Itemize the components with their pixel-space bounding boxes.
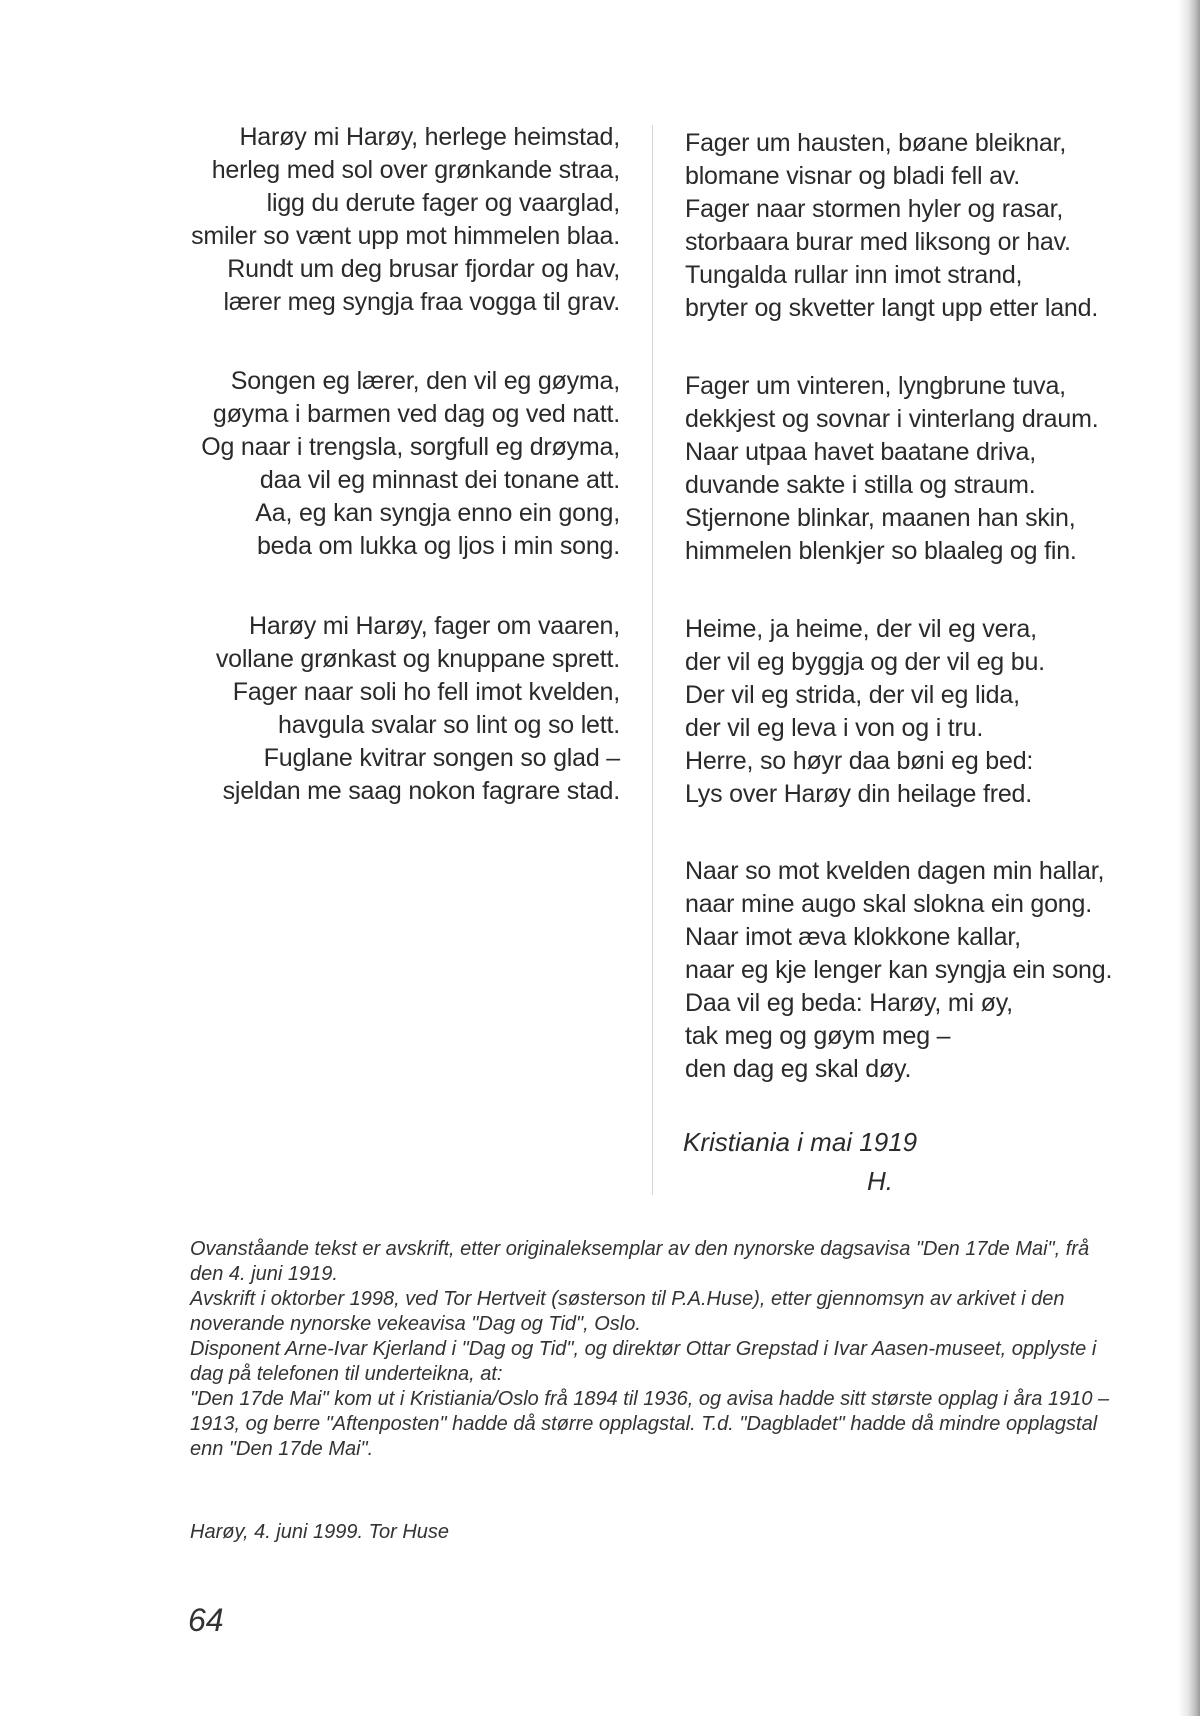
poem-line: blomane visnar og bladi fell av. [685, 162, 1020, 190]
note-paragraph: Disponent Arne-Ivar Kjerland i "Dag og Tid", og direktør Ottar Grepstad i Ivar Aasen-museet, opplyste i dag på telefonen til underteikna, at: [190, 1338, 1097, 1385]
poem-line: Naar utpaa havet baatane driva, [685, 438, 1036, 466]
poem-line: Fager um hausten, bøane bleiknar, [685, 129, 1067, 157]
poem-line: daa vil eg minnast dei tonane att. [259, 466, 620, 494]
left-stanza-1 [120, 121, 620, 319]
poem-line: himmelen blenkjer so blaaleg og fin. [685, 537, 1077, 565]
note-paragraph: Avskrift i oktorber 1998, ved Tor Hertveit (søsterson til P.A.Huse), etter gjennomsyn av arkivet i den noverande nynorske vekeavisa "Dag og Tid", Oslo. [190, 1288, 1065, 1335]
poem-line: storbaara burar med liksong or hav. [685, 228, 1071, 256]
note-paragraph: "Den 17de Mai" kom ut i Kristiania/Oslo frå 1894 til 1936, og avisa hadde sitt største opplag i åra 1910 – 1913, og berre "Aftenposten" hadde då større opplagstal. T.d. "Dagbladet" hadde då mindre opplagstal enn "Den 17de Mai". [190, 1388, 1110, 1460]
poem-line: Der vil eg strida, der vil eg lida, [685, 681, 1020, 709]
poem-line: Aa, eg kan syngja enno ein gong, [255, 499, 620, 527]
poem-line: Fuglane kvitrar songen so glad – [263, 744, 620, 772]
poem-line: Fager naar soli ho fell imot kvelden, [232, 678, 620, 706]
poem-line: gøyma i barmen ved dag og ved natt. [212, 400, 620, 428]
poem-line: lærer meg syngja fraa vogga til grav. [223, 288, 620, 316]
poem-line: der vil eg byggja og der vil eg bu. [685, 648, 1045, 676]
poem-line: der vil eg leva i von og i tru. [685, 714, 984, 742]
poem-line: smiler so vænt upp mot himmelen blaa. [191, 222, 620, 250]
poem-line: dekkjest og sovnar i vinterlang draum. [685, 405, 1099, 433]
poem-line: Harøy mi Harøy, herlege heimstad, [239, 123, 620, 151]
poem-line: ligg du derute fager og vaarglad, [266, 189, 620, 217]
left-stanza-2 [120, 365, 620, 563]
note-date-signature: Harøy, 4. juni 1999. Tor Huse [190, 1521, 450, 1543]
right-stanza-1 [685, 127, 1165, 325]
poem-line: duvande sakte i stilla og straum. [685, 471, 1036, 499]
poem-line: Lys over Harøy din heilage fred. [685, 780, 1033, 808]
right-stanza-2 [685, 370, 1165, 568]
poem-line: Og naar i trengsla, sorgfull eg drøyma, [201, 433, 620, 461]
poem-line: naar mine augo skal slokna ein gong. [685, 890, 1092, 918]
poem-line: naar eg kje lenger kan syngja ein song. [685, 956, 1113, 984]
poem-line: Naar imot æva klokkone kallar, [685, 923, 1021, 951]
poem-line: Songen eg lærer, den vil eg gøyma, [230, 367, 620, 395]
signature-initial: H. [867, 1166, 893, 1196]
transcription-notes [190, 1237, 1115, 1462]
poem-line: Rundt um deg brusar fjordar og hav, [227, 255, 620, 283]
poem-line: beda om lukka og ljos i min song. [256, 532, 620, 560]
poem-line: Harøy mi Harøy, fager om vaaren, [248, 612, 620, 640]
poem-line: havgula svalar so lint og so lett. [277, 711, 620, 739]
poem-line: Tungalda rullar inn imot strand, [685, 261, 1023, 289]
poem-line: Naar so mot kvelden dagen min hallar, [685, 857, 1105, 885]
left-stanza-3 [120, 610, 620, 808]
poem-line: Stjernone blinkar, maanen han skin, [685, 504, 1076, 532]
page-binding-edge [1178, 0, 1200, 1716]
poem-line: Daa vil eg beda: Harøy, mi øy, [685, 989, 1013, 1017]
poem-line: bryter og skvetter langt upp etter land. [685, 294, 1099, 322]
page-number: 64 [188, 1602, 224, 1638]
right-stanza-4 [685, 855, 1165, 1086]
poem-line: sjeldan me saag nokon fagrare stad. [222, 777, 620, 805]
poem-line: vollane grønkast og knuppane sprett. [215, 645, 620, 673]
poem-line: Fager naar stormen hyler og rasar, [685, 195, 1064, 223]
poem-line: Heime, ja heime, der vil eg vera, [685, 615, 1037, 643]
note-paragraph: Ovanståande tekst er avskrift, etter originaleksemplar av den nynorske dagsavisa "Den 17de Mai", frå den 4. juni 1919. [190, 1238, 1090, 1285]
column-divider [652, 125, 653, 1195]
poem-line: den dag eg skal døy. [685, 1055, 912, 1083]
poem-line: Fager um vinteren, lyngbrune tuva, [685, 372, 1066, 400]
poem-line: herleg med sol over grønkande straa, [211, 156, 620, 184]
signature-place-date: Kristiania i mai 1919 [683, 1127, 918, 1157]
poem-line: tak meg og gøym meg – [685, 1022, 951, 1050]
right-stanza-3 [685, 613, 1165, 811]
poem-line: Herre, so høyr daa bøni eg bed: [685, 747, 1034, 775]
